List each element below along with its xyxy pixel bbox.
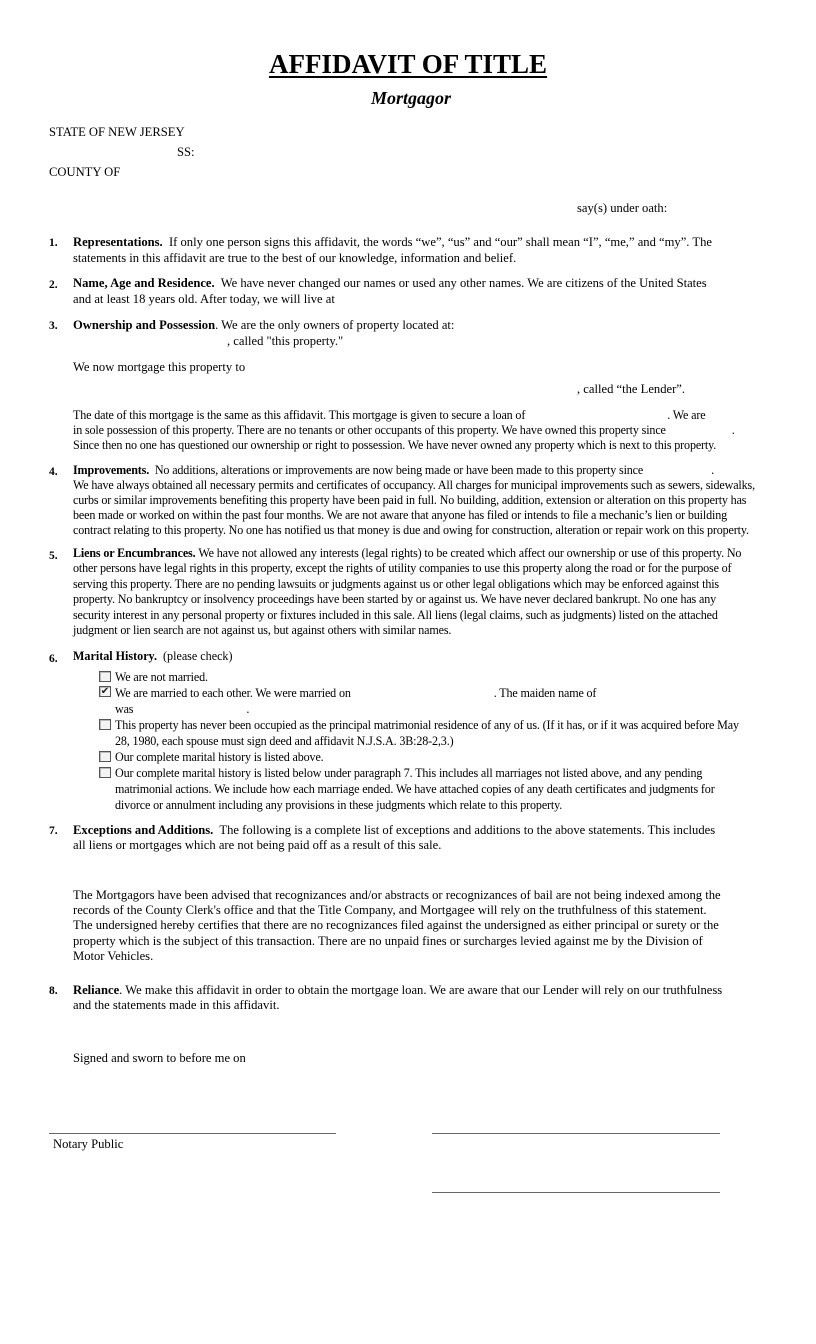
section-2-line-2: and at least 18 years old. After today, we will live at [73,292,335,306]
sworn-label: Signed and sworn to before me on [73,1051,246,1065]
section-5-heading: Liens or Encumbrances. [73,546,196,560]
section-6-heading: Marital History. [73,649,157,663]
loan-text-end: . We are [667,408,706,422]
option-history-above: Our complete marital history is listed above. [115,750,324,764]
county-input[interactable] [125,164,425,180]
section-6-line-1 [73,649,233,665]
option-married-text: We are married to each other. We were married on [115,686,351,700]
section-5-line-5: security interest in any personal property or fixtures included in this sale. All liens (legal claims, such as judgments) listed on the attached [73,608,718,622]
option-never-occupied-2: 28, 1980, each spouse must sign deed and affidavit N.J.S.A. 3B:28-2,3.) [115,734,454,748]
section-4-line-2: We have always obtained all necessary permits and certificates of occupancy. All charges for municipal improvements such as sewers, sidewalks, [73,478,755,492]
signature-line-1[interactable] [432,1133,720,1134]
section-8-line-1 [73,982,722,998]
section-3-para-line-2 [73,423,735,439]
section-2-number: 2. [49,279,58,291]
section-3-heading: Ownership and Possession [73,318,216,332]
section-7-heading: Exceptions and Additions. [73,823,214,837]
section-7-line-1 [73,822,715,838]
section-5-line-2: other persons have legal rights in this property, except the rights of utility companies to use this property along the road or for the purpose of [73,561,732,575]
section-7-text-1: The following is a complete list of exceptions and additions to the above statements. This includes [219,823,716,837]
section-7-para-2: records of the County Clerk's office and that the Title Company, and Mortgagee will rely on the truthfulness of this statement. [73,903,707,917]
state-label: STATE OF NEW JERSEY [49,125,185,139]
was-text-end: . [246,702,250,716]
section-3-line-2: , called "this property." [227,334,344,348]
section-8-text-1: . We make this affidavit in order to obtain the mortgage loan. We are aware that our Lender will rely on our truthfulness [119,983,723,997]
married-checkbox[interactable] [99,686,111,697]
section-5-line-4: property. No bankruptcy or insolvency proceedings have been started by or against us. We have never declared bankrupt. No one has any [73,592,717,606]
signature-line-2[interactable] [432,1192,720,1193]
section-8-line-2: and the statements made in this affidavit. [73,998,280,1012]
ss-label: SS: [177,145,195,159]
section-5-line-6: judgment or lien search are not against us, but against others with similar names. [73,623,452,637]
section-4-line-5: contract relating to this property. No one has notified us that money is due and owing for construction, alteration or repair work on this property. [73,523,749,537]
section-4-heading: Improvements. [73,463,150,477]
section-1-line-2: statements in this affidavit are true to the best of our knowledge, information and belief. [73,251,517,265]
section-6-number: 6. [49,653,58,665]
section-3-line-1 [73,317,454,333]
was-text: was [115,702,134,716]
section-7-line-2: all liens or mortgages which are not being paid off as a result of this sale. [73,838,442,852]
owned-since-text: in sole possession of this property. There are no tenants or other occupants of this property. We have owned this property since [73,423,666,437]
section-2-text-1: We have never changed our names or used any other names. We are citizens of the United States [220,276,707,290]
future-address-input[interactable] [362,291,752,307]
sworn-date-input[interactable] [262,1050,462,1066]
section-4-line-3: curbs or similar improvements benefiting this property have been paid in full. No building, addition, extension or alteration on this property has [73,493,747,507]
section-7-number: 7. [49,825,58,837]
section-4-line-1 [73,463,714,479]
lender-label: , called “the Lender”. [577,382,686,396]
section-4-number: 4. [49,466,58,478]
option-married [115,686,596,702]
section-5-text-1: We have not allowed any interests (legal rights) to be created which affect our ownership or use of this property. No [198,546,742,560]
property-address-input[interactable] [73,333,223,349]
option-history-below-2: matrimonial actions. We include how each marriage ended. We have attached copies of any death certificates and judgments for [115,782,715,796]
section-3-text-1: . We are the only owners of property located at: [215,318,455,332]
never-occupied-checkbox[interactable] [99,719,111,730]
maiden-name-text: . The maiden name of [493,686,597,700]
oath-label: say(s) under oath: [577,201,668,215]
section-5-line-3: serving this property. There are no pending lawsuits or judgments against us or other legal obligations which may be enforced against this [73,577,719,591]
section-4-text-1-end: . [711,463,714,477]
mortgage-to-label: We now mortgage this property to [73,360,246,374]
section-1-text-1: If only one person signs this affidavit, the words “we”, “us” and “our” shall mean “I”, “me,” and “my”. The [168,235,712,249]
section-2-line-1 [73,275,707,291]
option-never-occupied-1: This property has never been occupied as the principal matrimonial residence of any of us. (If it has, or if it was acquired before May [115,718,739,732]
document-subtitle: Mortgagor [370,88,451,108]
section-1-line-1 [73,234,712,250]
section-7-para-4: property which is the subject of this transaction. There are no unpaid fines or surcharges levied against me by the Division of [73,934,703,948]
section-5-line-1 [73,546,741,562]
document-title: AFFIDAVIT OF TITLE [268,49,548,79]
notary-signature-line[interactable] [49,1133,336,1134]
section-3-number: 3. [49,320,58,332]
section-5-number: 5. [49,550,58,562]
county-label: COUNTY OF [49,165,121,179]
section-7-para-5: Motor Vehicles. [73,949,154,963]
loan-text: The date of this mortgage is the same as this affidavit. This mortgage is given to secure a loan of [73,408,526,422]
option-history-below-3: divorce or annulment including any provisions in these judgments which relate to this property. [115,798,563,812]
section-7-para-3: The undersigned hereby certifies that there are no recognizances filed against the undersigned as either principal or surety or the [73,918,719,932]
option-married-line-2 [115,702,249,718]
notary-public-label: Notary Public [53,1137,124,1151]
history-below-checkbox[interactable] [99,767,111,778]
checkmark-icon: ✔ [100,685,110,697]
section-8-number: 8. [49,985,58,997]
not-married-checkbox[interactable] [99,671,111,682]
option-not-married: We are not married. [115,670,208,684]
section-3-para-line-1 [73,408,705,424]
section-2-heading: Name, Age and Residence. [73,276,215,290]
section-3-para-line-3: Since then no one has questioned our ownership or right to possession. We have never owned any property which is next to this property. [73,438,717,452]
lender-name-input[interactable] [73,381,573,397]
owned-since-end: . [731,423,735,437]
section-1-number: 1. [49,237,58,249]
section-1-heading: Representations. [73,235,163,249]
section-7-para-1: The Mortgagors have been advised that recognizances and/or abstracts or recognizances of bail are not being indexed among the [73,888,721,902]
history-above-checkbox[interactable] [99,751,111,762]
section-8-heading: Reliance [73,983,120,997]
section-6-note: (please check) [163,649,233,663]
option-history-below-1: Our complete marital history is listed below under paragraph 7. This includes all marriages not listed above, and any pending [115,766,703,780]
affiant-names-input[interactable] [49,200,569,216]
section-4-line-4: been made or worked on within the past four months. We are not aware that anyone has filed or intends to file a mechanic’s lien or building [73,508,728,522]
section-4-text-1: No additions, alterations or improvements are now being made or have been made to this property since [154,463,644,477]
